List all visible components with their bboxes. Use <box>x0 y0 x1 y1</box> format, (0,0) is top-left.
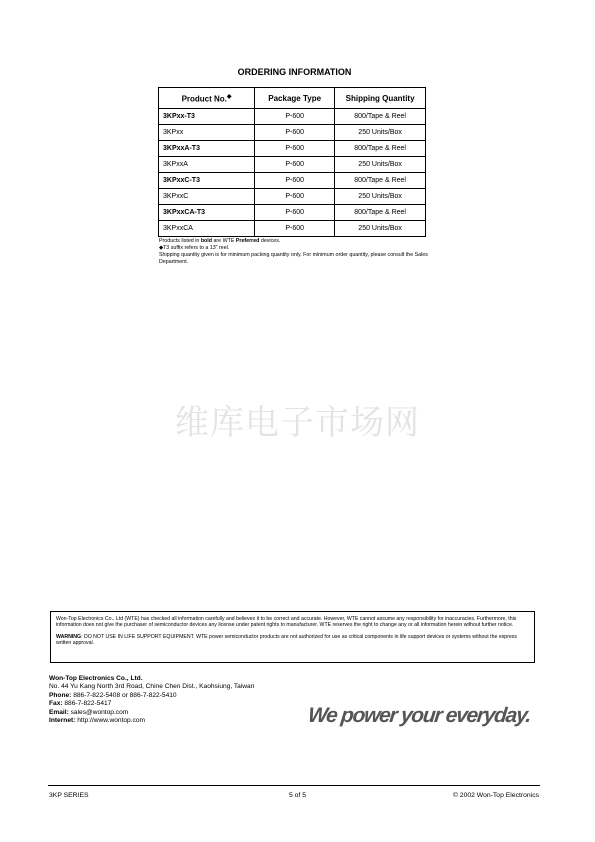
ordering-table <box>158 87 426 237</box>
footer-series: 3KP SERIES <box>49 792 89 799</box>
company-address: No. 44 Yu Kang North 3rd Road, Chine Chen Dist., Kaohsiung, Taiwan <box>49 683 255 691</box>
package-type-cell: P-600 <box>255 205 335 221</box>
shipping-quantity-cell: 250 Units/Box <box>335 125 426 141</box>
footer-copyright: © 2002 Won-Top Electronics <box>452 792 539 799</box>
ordering-information-heading: ORDERING INFORMATION <box>237 67 352 77</box>
footer-page-number: 5 of 5 <box>288 792 306 799</box>
product-no-cell: 3KPxx-T3 <box>159 109 255 125</box>
table-notes <box>159 238 429 265</box>
footer-divider <box>48 785 540 786</box>
company-slogan: We power your everyday. <box>306 704 532 727</box>
company-email: Email: sales@wontop.com <box>49 708 129 716</box>
package-type-cell: P-600 <box>255 157 335 173</box>
company-internet: Internet: http://www.wontop.com <box>49 717 146 725</box>
product-no-label: Product No. <box>181 94 227 104</box>
product-no-cell: 3KPxxCA-T3 <box>159 205 255 221</box>
product-no-cell: 3KPxxCA <box>159 221 255 237</box>
package-type-cell: P-600 <box>255 173 335 189</box>
table-row <box>159 141 426 157</box>
product-no-cell: 3KPxxA <box>159 157 255 173</box>
note-reel: ◆T3 suffix refers to a 13" reel. <box>159 244 230 251</box>
shipping-quantity-cell: 800/Tape & Reel <box>335 205 426 221</box>
product-no-cell: 3KPxxC <box>159 189 255 205</box>
table-row <box>159 125 426 141</box>
package-type-cell: P-600 <box>255 109 335 125</box>
product-no-cell: 3KPxx <box>159 125 255 141</box>
shipping-quantity-cell: 800/Tape & Reel <box>335 173 426 189</box>
warning-text: WARNING: DO NOT USE IN LIFE SUPPORT EQUIPMENT. WTE power semiconductor products are not authorized for use as critical components in life support devices or systems without the express written approval. <box>56 633 517 647</box>
package-type-cell: P-600 <box>255 189 335 205</box>
package-type-cell: P-600 <box>255 125 335 141</box>
table-row <box>159 109 426 125</box>
product-no-cell: 3KPxxC-T3 <box>159 173 255 189</box>
shipping-quantity-header: Shipping Quantity <box>335 88 426 109</box>
note-preferred: Products listed in bold are WTE Preferred devices. <box>159 238 281 244</box>
shipping-quantity-cell: 250 Units/Box <box>335 221 426 237</box>
shipping-quantity-cell: 250 Units/Box <box>335 189 426 205</box>
table-row <box>159 157 426 173</box>
disclaimer-box <box>50 611 535 663</box>
table-row <box>159 173 426 189</box>
shipping-quantity-cell: 250 Units/Box <box>335 157 426 173</box>
product-no-header <box>159 88 255 109</box>
company-contact <box>49 675 254 725</box>
ordering-table-header <box>159 88 426 109</box>
diamond-mark-icon: ◆ <box>226 93 232 100</box>
company-name: Won-Top Electronics Co., Ltd. <box>49 675 143 682</box>
company-fax: Fax: 886-7-822-5417 <box>49 700 112 708</box>
package-type-cell: P-600 <box>255 141 335 157</box>
shipping-quantity-cell: 800/Tape & Reel <box>335 109 426 125</box>
package-type-header: Package Type <box>255 88 335 109</box>
table-row <box>159 189 426 205</box>
table-row <box>159 221 426 237</box>
watermark: 维库电子市场网 <box>175 403 420 443</box>
shipping-quantity-cell: 800/Tape & Reel <box>335 141 426 157</box>
note-shipping: Shipping quantity given is for minimum packing quantity only. For minimum order quantity, please consult the Sales Department. <box>159 252 428 265</box>
package-type-cell: P-600 <box>255 221 335 237</box>
company-phone: Phone: 886-7-822-5408 or 886-7-822-5410 <box>49 691 177 699</box>
table-row <box>159 205 426 221</box>
product-no-cell: 3KPxxA-T3 <box>159 141 255 157</box>
disclaimer-text: Won-Top Electronics Co., Ltd (WTE) has checked all information carefully and believes it to be correct and accurate. However, WTE cannot assume any responsibility for inaccuracies. Furthermore, this information does not give the purchaser of semiconductor devices any license under patent rights to manufacturer. WTE reserves the right to change any or all information herein without further notice. <box>56 616 517 629</box>
